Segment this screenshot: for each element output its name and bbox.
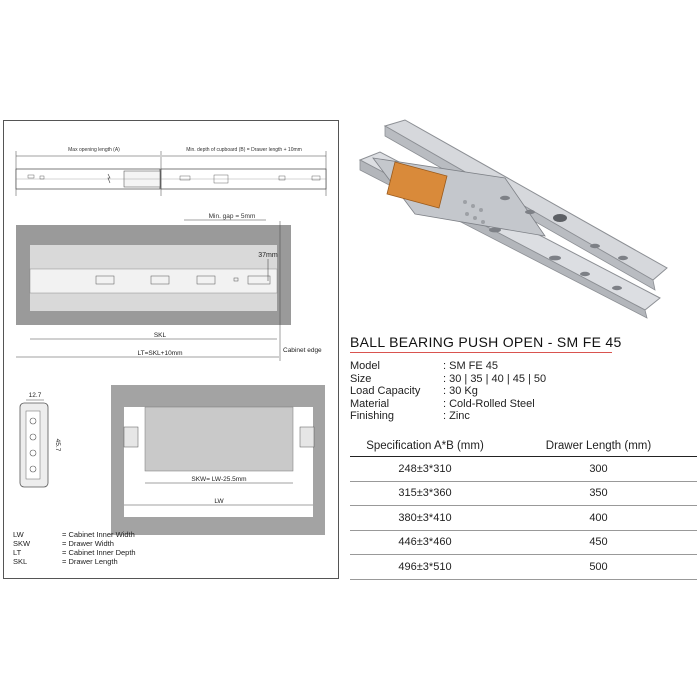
cabinet-edge-label: Cabinet edge xyxy=(283,347,322,354)
spec-value: : 30 Kg xyxy=(443,385,478,398)
spec-row xyxy=(350,398,546,411)
legend-desc: = Drawer Width xyxy=(62,539,114,548)
table-row xyxy=(350,482,697,507)
cell-spec: 380±3*410 xyxy=(398,511,452,524)
cell-spec: 248±3*310 xyxy=(398,462,452,475)
max-opening-label: Max opening length (A) xyxy=(68,147,120,153)
cell-spec: 446±3*460 xyxy=(398,536,452,549)
table-row xyxy=(350,531,697,556)
dim-12-7: 12.7 xyxy=(28,392,42,399)
technical-drawing xyxy=(4,121,338,578)
cell-length: 400 xyxy=(589,511,608,524)
drawer-front-view xyxy=(145,407,293,471)
skw-label: SKW= LW-25.5mm xyxy=(191,476,247,483)
min-depth-label: Min. depth of cupboard (B) = Drawer length + 10mm xyxy=(186,147,302,153)
product-image xyxy=(355,118,695,328)
spec-row xyxy=(350,360,546,373)
cell-length: 300 xyxy=(589,462,608,475)
cell-length: 450 xyxy=(589,536,608,549)
slide-top-view xyxy=(30,269,277,293)
skl-label: SKL xyxy=(153,332,167,339)
spec-key: Load Capacity xyxy=(350,385,421,398)
cell-spec: 315±3*360 xyxy=(398,487,452,500)
legend-abbr: LT xyxy=(13,548,22,557)
technical-drawing-panel xyxy=(3,120,339,579)
dim-37mm: 37mm xyxy=(258,252,278,259)
spec-value: : SM FE 45 xyxy=(443,360,499,372)
cell-spec: 496±3*510 xyxy=(398,560,452,573)
dim-45-7: 45.7 xyxy=(54,438,61,452)
spec-list xyxy=(350,360,546,423)
lw-label: LW xyxy=(214,498,224,505)
table-row xyxy=(350,457,697,482)
table-row xyxy=(350,506,697,531)
spec-key: Size xyxy=(350,372,372,385)
legend-desc: = Cabinet Inner Width xyxy=(62,530,135,539)
spec-key: Material xyxy=(350,397,390,410)
spec-value: : Zinc xyxy=(443,410,470,423)
spec-row xyxy=(350,410,546,423)
table-header xyxy=(350,436,697,456)
legend-desc: = Cabinet Inner Depth xyxy=(62,548,136,557)
legend-abbr: SKW xyxy=(13,539,31,548)
legend-abbr: SKL xyxy=(13,557,28,566)
spec-value: : Cold-Rolled Steel xyxy=(443,397,535,410)
spec-value: : 30 | 35 | 40 | 45 | 50 xyxy=(443,372,547,385)
min-gap-label: Min. gap = 5mm xyxy=(208,213,256,220)
spec-key: Model xyxy=(350,360,380,372)
lt-label: LT=SKL+10mm xyxy=(137,350,183,357)
cell-length: 500 xyxy=(589,560,608,573)
header-spec: Specification A*B (mm) xyxy=(366,440,484,452)
header-drawer-length: Drawer Length (mm) xyxy=(545,440,652,452)
spec-row xyxy=(350,373,546,386)
spec-row xyxy=(350,385,546,398)
product-title: BALL BEARING PUSH OPEN - SM FE 45 xyxy=(350,334,622,350)
legend xyxy=(13,530,136,566)
spec-table xyxy=(350,436,697,580)
table-row xyxy=(350,555,697,580)
title-underline xyxy=(350,352,612,353)
legend-desc: = Drawer Length xyxy=(62,557,118,566)
spec-key: Finishing xyxy=(350,410,395,423)
cell-length: 350 xyxy=(589,487,608,500)
legend-abbr: LW xyxy=(13,530,24,539)
